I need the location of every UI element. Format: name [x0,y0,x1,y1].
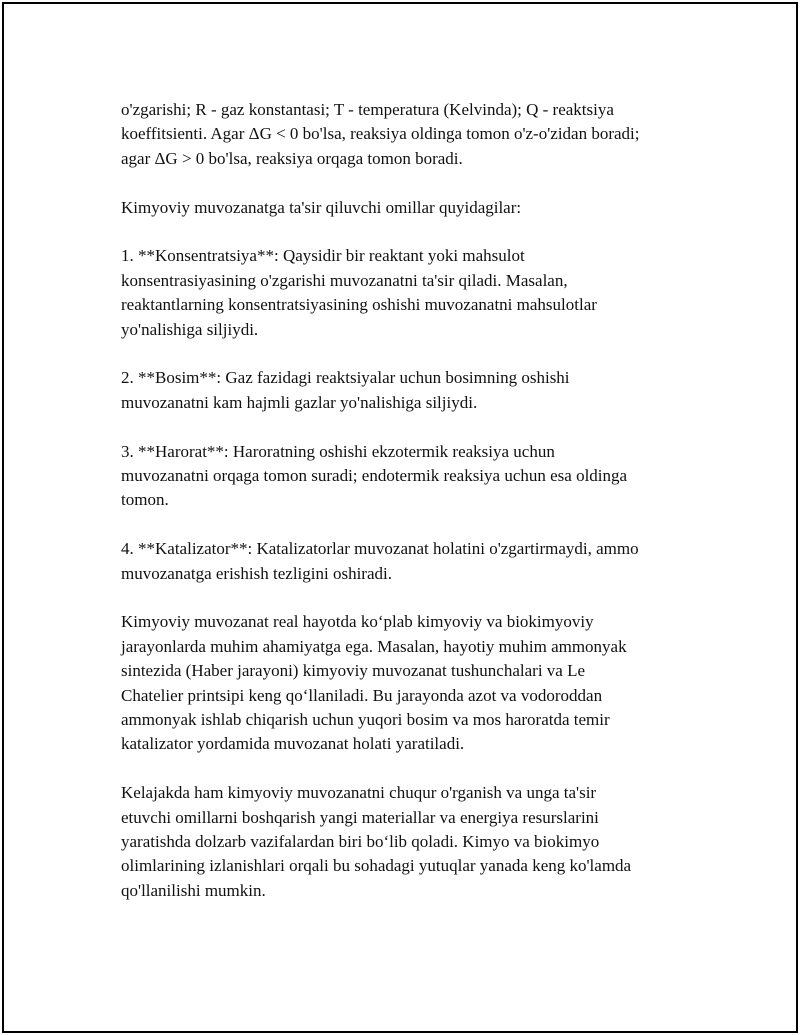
page-frame [2,2,798,1033]
list-item-catalyst: 4. **Katalizator**: Katalizatorlar muvozanat holatini o'zgartirmaydi, ammo muvozanatga erishish tezligini oshiradi. [121,539,639,583]
list-item-pressure: 2. **Bosim**: Gaz fazidagi reaktsiyalar uchun bosimning oshishi muvozanatni kam hajmli gazlar yo'nalishiga siljiydi. [121,368,570,412]
paragraph-gibbs-explanation: o'zgarishi; R - gaz konstantasi; T - temperatura (Kelvinda); Q - reaktsiya koeffitsienti. Agar ΔG < 0 bo'lsa, reaksiya oldinga tomon o'z-o'zidan boradi; agar ΔG > 0 bo'lsa, reaksiya orqaga tomon boradi. [121,100,640,168]
list-item-concentration: 1. **Konsentratsiya**: Qaysidir bir reaktant yoki mahsulot konsentrasiyasining o'zgarishi muvozanatni ta'sir qiladi. Masalan, reaktantlarning konsentratsiyasining oshishi muvozanatni mahsulotlar yo'nalishiga siljiydi. [121,246,597,339]
paragraph-factors-intro: Kimyoviy muvozanatga ta'sir qiluvchi omillar quyidagilar: [121,197,522,217]
document-body [121,98,691,928]
paragraph-real-life: Kimyoviy muvozanat real hayotda koʻplab kimyoviy va biokimyoviy jarayonlarda muhim ahamiyatga ega. Masalan, hayotiy muhim ammonyak sintezida (Haber jarayoni) kimyoviy muvozanat tushunchalari va Le Chatelier printsipi keng qoʻllaniladi. Bu jarayonda azot va vodoroddan ammonyak ishlab chiqarish uchun yuqori bosim va mos haroratda temir katalizator yordamida muvozanat holati yaratiladi. [121,612,627,754]
list-item-temperature: 3. **Harorat**: Haroratning oshishi ekzotermik reaksiya uchun muvozanatni orqaga tomon suradi; endotermik reaksiya uchun esa oldinga tomon. [121,441,628,510]
paragraph-future: Kelajakda ham kimyoviy muvozanatni chuqur o'rganish va unga ta'sir etuvchi omillarni boshqarish yangi materiallar va energiya resurslarini yaratishda dolzarb vazifalardan biri boʻlib qoladi. Kimyo va biokimyo olimlarining izlanishlari orqali bu sohadagi yutuqlar yanada keng ko'lamda qo'llanilishi mumkin. [121,783,632,900]
